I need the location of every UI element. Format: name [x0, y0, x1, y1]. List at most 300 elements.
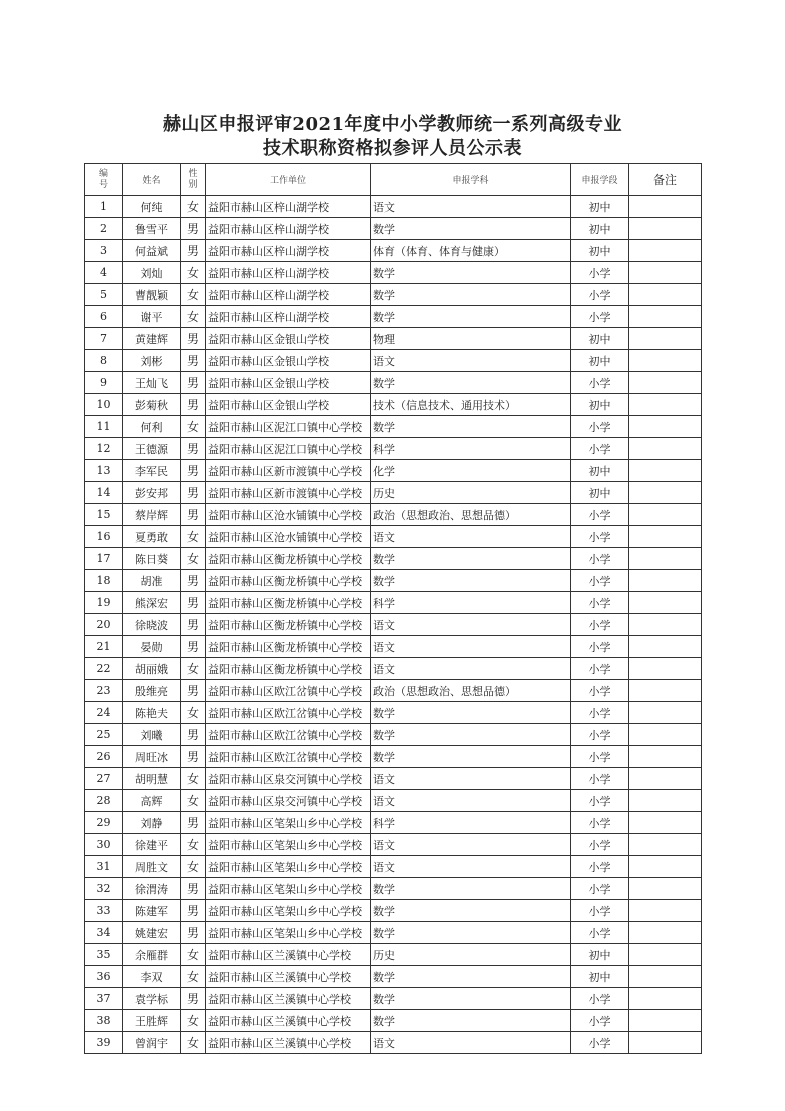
cell-gender: 女	[181, 1032, 206, 1054]
table-row	[85, 1032, 702, 1054]
cell-note	[629, 526, 702, 548]
cell-gender: 男	[181, 218, 206, 240]
cell-stage: 小学	[571, 416, 629, 438]
cell-number: 16	[85, 526, 123, 548]
cell-stage: 初中	[571, 944, 629, 966]
cell-number: 18	[85, 570, 123, 592]
table-row	[85, 460, 702, 482]
cell-gender: 男	[181, 504, 206, 526]
table-row	[85, 834, 702, 856]
cell-subject: 数学	[371, 416, 571, 438]
cell-note	[629, 504, 702, 526]
cell-stage: 小学	[571, 548, 629, 570]
table-row	[85, 262, 702, 284]
cell-name: 曹靓颖	[123, 284, 181, 306]
cell-stage: 小学	[571, 658, 629, 680]
cell-gender: 男	[181, 812, 206, 834]
cell-number: 24	[85, 702, 123, 724]
cell-stage: 初中	[571, 966, 629, 988]
cell-stage: 初中	[571, 482, 629, 504]
cell-number: 11	[85, 416, 123, 438]
cell-note	[629, 702, 702, 724]
cell-number: 22	[85, 658, 123, 680]
cell-name: 黄建辉	[123, 328, 181, 350]
cell-name: 徐建平	[123, 834, 181, 856]
cell-note	[629, 856, 702, 878]
cell-subject: 数学	[371, 306, 571, 328]
cell-note	[629, 482, 702, 504]
cell-number: 15	[85, 504, 123, 526]
cell-stage: 小学	[571, 438, 629, 460]
table-row	[85, 988, 702, 1010]
cell-number: 37	[85, 988, 123, 1010]
cell-subject: 政治（思想政治、思想品德）	[371, 504, 571, 526]
table-row	[85, 658, 702, 680]
cell-note	[629, 196, 702, 218]
cell-subject: 化学	[371, 460, 571, 482]
cell-gender: 女	[181, 768, 206, 790]
cell-subject: 语文	[371, 196, 571, 218]
cell-name: 陈日葵	[123, 548, 181, 570]
cell-number: 12	[85, 438, 123, 460]
cell-subject: 语文	[371, 790, 571, 812]
cell-gender: 男	[181, 614, 206, 636]
cell-stage: 初中	[571, 394, 629, 416]
cell-gender: 男	[181, 724, 206, 746]
cell-stage: 小学	[571, 878, 629, 900]
cell-unit: 益阳市赫山区沧水铺镇中心学校	[206, 504, 371, 526]
cell-number: 28	[85, 790, 123, 812]
table-row	[85, 614, 702, 636]
cell-note	[629, 636, 702, 658]
cell-note	[629, 1010, 702, 1032]
cell-stage: 小学	[571, 900, 629, 922]
cell-gender: 女	[181, 658, 206, 680]
cell-subject: 语文	[371, 768, 571, 790]
cell-unit: 益阳市赫山区泥江口镇中心学校	[206, 416, 371, 438]
cell-unit: 益阳市赫山区笔架山乡中心学校	[206, 812, 371, 834]
cell-gender: 女	[181, 284, 206, 306]
cell-name: 刘彬	[123, 350, 181, 372]
header-note: 备注	[629, 164, 702, 196]
cell-subject: 数学	[371, 570, 571, 592]
cell-unit: 益阳市赫山区欧江岔镇中心学校	[206, 680, 371, 702]
cell-gender: 女	[181, 790, 206, 812]
cell-note	[629, 1032, 702, 1054]
cell-gender: 女	[181, 856, 206, 878]
cell-number: 10	[85, 394, 123, 416]
cell-name: 胡明慧	[123, 768, 181, 790]
cell-stage: 小学	[571, 614, 629, 636]
cell-number: 3	[85, 240, 123, 262]
cell-unit: 益阳市赫山区笔架山乡中心学校	[206, 900, 371, 922]
cell-note	[629, 548, 702, 570]
table-row	[85, 768, 702, 790]
cell-name: 彭菊秋	[123, 394, 181, 416]
table-row	[85, 240, 702, 262]
cell-stage: 初中	[571, 328, 629, 350]
cell-subject: 数学	[371, 372, 571, 394]
cell-gender: 男	[181, 900, 206, 922]
cell-gender: 女	[181, 834, 206, 856]
cell-note	[629, 328, 702, 350]
cell-number: 31	[85, 856, 123, 878]
cell-subject: 技术（信息技术、通用技术）	[371, 394, 571, 416]
cell-name: 周旺冰	[123, 746, 181, 768]
header-stage: 申报学段	[571, 164, 629, 196]
cell-unit: 益阳市赫山区梓山湖学校	[206, 306, 371, 328]
cell-name: 徐渭涛	[123, 878, 181, 900]
cell-unit: 益阳市赫山区金银山学校	[206, 394, 371, 416]
cell-unit: 益阳市赫山区梓山湖学校	[206, 262, 371, 284]
table-row	[85, 592, 702, 614]
cell-subject: 数学	[371, 746, 571, 768]
cell-number: 20	[85, 614, 123, 636]
cell-stage: 初中	[571, 218, 629, 240]
cell-stage: 小学	[571, 592, 629, 614]
cell-gender: 男	[181, 746, 206, 768]
cell-number: 23	[85, 680, 123, 702]
cell-subject: 语文	[371, 526, 571, 548]
cell-note	[629, 944, 702, 966]
cell-stage: 小学	[571, 306, 629, 328]
cell-number: 29	[85, 812, 123, 834]
cell-number: 9	[85, 372, 123, 394]
cell-note	[629, 768, 702, 790]
cell-gender: 男	[181, 438, 206, 460]
cell-number: 8	[85, 350, 123, 372]
cell-unit: 益阳市赫山区兰溪镇中心学校	[206, 966, 371, 988]
cell-unit: 益阳市赫山区欧江岔镇中心学校	[206, 702, 371, 724]
cell-name: 刘灿	[123, 262, 181, 284]
cell-note	[629, 724, 702, 746]
cell-name: 刘曦	[123, 724, 181, 746]
cell-stage: 小学	[571, 834, 629, 856]
cell-unit: 益阳市赫山区笔架山乡中心学校	[206, 922, 371, 944]
table-row	[85, 1010, 702, 1032]
cell-note	[629, 570, 702, 592]
cell-unit: 益阳市赫山区笔架山乡中心学校	[206, 878, 371, 900]
cell-unit: 益阳市赫山区欧江岔镇中心学校	[206, 724, 371, 746]
table-row	[85, 636, 702, 658]
cell-gender: 女	[181, 1010, 206, 1032]
table-row	[85, 570, 702, 592]
cell-note	[629, 966, 702, 988]
cell-stage: 小学	[571, 988, 629, 1010]
cell-unit: 益阳市赫山区金银山学校	[206, 372, 371, 394]
cell-unit: 益阳市赫山区兰溪镇中心学校	[206, 988, 371, 1010]
cell-unit: 益阳市赫山区泉交河镇中心学校	[206, 768, 371, 790]
cell-name: 夏勇敢	[123, 526, 181, 548]
cell-unit: 益阳市赫山区梓山湖学校	[206, 218, 371, 240]
cell-subject: 数学	[371, 724, 571, 746]
cell-subject: 科学	[371, 438, 571, 460]
cell-name: 蔡岸辉	[123, 504, 181, 526]
cell-subject: 数学	[371, 1010, 571, 1032]
cell-stage: 小学	[571, 680, 629, 702]
cell-number: 32	[85, 878, 123, 900]
table-row	[85, 680, 702, 702]
cell-stage: 小学	[571, 1032, 629, 1054]
cell-gender: 男	[181, 988, 206, 1010]
cell-subject: 政治（思想政治、思想品德）	[371, 680, 571, 702]
cell-unit: 益阳市赫山区衡龙桥镇中心学校	[206, 548, 371, 570]
cell-stage: 小学	[571, 812, 629, 834]
table-row	[85, 438, 702, 460]
header-number-line2: 号	[98, 179, 108, 190]
cell-unit: 益阳市赫山区衡龙桥镇中心学校	[206, 592, 371, 614]
cell-subject: 语文	[371, 856, 571, 878]
cell-subject: 体育（体育、体育与健康）	[371, 240, 571, 262]
cell-note	[629, 790, 702, 812]
document-title-line-1: 赫山区申报评审2021年度中小学教师统一系列高级专业	[162, 114, 623, 135]
cell-gender: 女	[181, 416, 206, 438]
cell-stage: 小学	[571, 746, 629, 768]
cell-unit: 益阳市赫山区新市渡镇中心学校	[206, 460, 371, 482]
cell-gender: 男	[181, 328, 206, 350]
cell-subject: 物理	[371, 328, 571, 350]
cell-note	[629, 438, 702, 460]
cell-name: 熊深宏	[123, 592, 181, 614]
table-row	[85, 724, 702, 746]
cell-subject: 历史	[371, 944, 571, 966]
cell-subject: 语文	[371, 834, 571, 856]
cell-number: 19	[85, 592, 123, 614]
table-row	[85, 812, 702, 834]
table-row	[85, 196, 702, 218]
cell-note	[629, 460, 702, 482]
cell-number: 5	[85, 284, 123, 306]
cell-stage: 初中	[571, 240, 629, 262]
cell-name: 鲁雪平	[123, 218, 181, 240]
cell-name: 刘静	[123, 812, 181, 834]
cell-stage: 初中	[571, 350, 629, 372]
cell-subject: 数学	[371, 988, 571, 1010]
cell-stage: 小学	[571, 702, 629, 724]
cell-stage: 初中	[571, 460, 629, 482]
header-gender-line2: 别	[188, 179, 198, 190]
header-name: 姓名	[123, 164, 181, 196]
cell-subject: 数学	[371, 702, 571, 724]
cell-note	[629, 262, 702, 284]
cell-subject: 数学	[371, 878, 571, 900]
table-row	[85, 944, 702, 966]
cell-gender: 男	[181, 922, 206, 944]
table-row	[85, 790, 702, 812]
cell-gender: 男	[181, 460, 206, 482]
cell-stage: 小学	[571, 372, 629, 394]
cell-stage: 小学	[571, 570, 629, 592]
cell-stage: 小学	[571, 262, 629, 284]
cell-number: 4	[85, 262, 123, 284]
cell-gender: 男	[181, 680, 206, 702]
cell-gender: 女	[181, 944, 206, 966]
table-row	[85, 878, 702, 900]
cell-note	[629, 900, 702, 922]
cell-gender: 女	[181, 548, 206, 570]
table-row	[85, 372, 702, 394]
cell-note	[629, 306, 702, 328]
cell-stage: 小学	[571, 768, 629, 790]
table-header-row	[85, 164, 702, 196]
cell-number: 7	[85, 328, 123, 350]
cell-note	[629, 922, 702, 944]
cell-note	[629, 878, 702, 900]
cell-unit: 益阳市赫山区梓山湖学校	[206, 240, 371, 262]
cell-number: 33	[85, 900, 123, 922]
cell-unit: 益阳市赫山区衡龙桥镇中心学校	[206, 614, 371, 636]
cell-unit: 益阳市赫山区梓山湖学校	[206, 196, 371, 218]
cell-name: 袁学标	[123, 988, 181, 1010]
cell-name: 晏勋	[123, 636, 181, 658]
cell-name: 徐晓波	[123, 614, 181, 636]
cell-note	[629, 350, 702, 372]
cell-gender: 女	[181, 262, 206, 284]
cell-subject: 语文	[371, 658, 571, 680]
cell-number: 36	[85, 966, 123, 988]
cell-stage: 小学	[571, 922, 629, 944]
cell-subject: 数学	[371, 218, 571, 240]
cell-stage: 小学	[571, 1010, 629, 1032]
cell-unit: 益阳市赫山区笔架山乡中心学校	[206, 834, 371, 856]
cell-unit: 益阳市赫山区沧水铺镇中心学校	[206, 526, 371, 548]
cell-name: 陈艳夫	[123, 702, 181, 724]
table-row	[85, 504, 702, 526]
cell-note	[629, 680, 702, 702]
cell-stage: 小学	[571, 526, 629, 548]
table-row	[85, 482, 702, 504]
table-row	[85, 746, 702, 768]
table-row	[85, 922, 702, 944]
cell-unit: 益阳市赫山区衡龙桥镇中心学校	[206, 570, 371, 592]
cell-number: 13	[85, 460, 123, 482]
cell-subject: 数学	[371, 922, 571, 944]
cell-note	[629, 834, 702, 856]
cell-unit: 益阳市赫山区新市渡镇中心学校	[206, 482, 371, 504]
cell-name: 高辉	[123, 790, 181, 812]
cell-note	[629, 372, 702, 394]
cell-note	[629, 614, 702, 636]
cell-gender: 女	[181, 306, 206, 328]
cell-gender: 男	[181, 636, 206, 658]
cell-subject: 历史	[371, 482, 571, 504]
cell-number: 39	[85, 1032, 123, 1054]
cell-name: 余雁群	[123, 944, 181, 966]
cell-subject: 数学	[371, 966, 571, 988]
cell-number: 27	[85, 768, 123, 790]
cell-name: 何纯	[123, 196, 181, 218]
cell-subject: 语文	[371, 350, 571, 372]
cell-name: 陈建军	[123, 900, 181, 922]
cell-name: 胡准	[123, 570, 181, 592]
cell-gender: 女	[181, 966, 206, 988]
cell-name: 王灿飞	[123, 372, 181, 394]
cell-subject: 科学	[371, 812, 571, 834]
table-row	[85, 416, 702, 438]
header-number	[85, 164, 123, 196]
table-row	[85, 900, 702, 922]
cell-gender: 女	[181, 702, 206, 724]
cell-stage: 小学	[571, 504, 629, 526]
cell-unit: 益阳市赫山区衡龙桥镇中心学校	[206, 658, 371, 680]
cell-gender: 男	[181, 240, 206, 262]
table-row	[85, 702, 702, 724]
table-row	[85, 350, 702, 372]
cell-note	[629, 592, 702, 614]
cell-subject: 数学	[371, 548, 571, 570]
header-number-line1: 编	[98, 168, 108, 179]
cell-unit: 益阳市赫山区兰溪镇中心学校	[206, 944, 371, 966]
cell-stage: 小学	[571, 856, 629, 878]
cell-note	[629, 240, 702, 262]
cell-name: 何利	[123, 416, 181, 438]
table-row	[85, 218, 702, 240]
cell-note	[629, 218, 702, 240]
candidate-table	[84, 163, 702, 1054]
header-unit: 工作单位	[206, 164, 371, 196]
cell-number: 14	[85, 482, 123, 504]
cell-unit: 益阳市赫山区衡龙桥镇中心学校	[206, 636, 371, 658]
cell-gender: 男	[181, 878, 206, 900]
cell-name: 李双	[123, 966, 181, 988]
cell-unit: 益阳市赫山区欧江岔镇中心学校	[206, 746, 371, 768]
cell-gender: 男	[181, 394, 206, 416]
table-row	[85, 548, 702, 570]
cell-number: 34	[85, 922, 123, 944]
cell-unit: 益阳市赫山区泉交河镇中心学校	[206, 790, 371, 812]
cell-unit: 益阳市赫山区兰溪镇中心学校	[206, 1032, 371, 1054]
cell-stage: 小学	[571, 636, 629, 658]
cell-note	[629, 284, 702, 306]
cell-name: 胡丽娥	[123, 658, 181, 680]
table-row	[85, 328, 702, 350]
cell-unit: 益阳市赫山区泥江口镇中心学校	[206, 438, 371, 460]
cell-gender: 男	[181, 372, 206, 394]
cell-subject: 数学	[371, 262, 571, 284]
cell-name: 王德源	[123, 438, 181, 460]
cell-gender: 女	[181, 196, 206, 218]
cell-note	[629, 988, 702, 1010]
cell-name: 彭安邦	[123, 482, 181, 504]
cell-name: 周胜文	[123, 856, 181, 878]
table-row	[85, 284, 702, 306]
cell-number: 1	[85, 196, 123, 218]
cell-name: 姚建宏	[123, 922, 181, 944]
cell-subject: 语文	[371, 614, 571, 636]
cell-stage: 小学	[571, 790, 629, 812]
cell-gender: 女	[181, 526, 206, 548]
cell-subject: 数学	[371, 284, 571, 306]
cell-subject: 语文	[371, 1032, 571, 1054]
table-row	[85, 966, 702, 988]
cell-gender: 男	[181, 482, 206, 504]
cell-subject: 科学	[371, 592, 571, 614]
cell-note	[629, 812, 702, 834]
cell-name: 谢平	[123, 306, 181, 328]
cell-gender: 男	[181, 592, 206, 614]
table-row	[85, 856, 702, 878]
cell-number: 38	[85, 1010, 123, 1032]
document-title-line-2: 技术职称资格拟参评人员公示表	[263, 138, 522, 159]
cell-subject: 数学	[371, 900, 571, 922]
cell-gender: 男	[181, 350, 206, 372]
cell-stage: 初中	[571, 196, 629, 218]
header-subject: 申报学科	[371, 164, 571, 196]
cell-note	[629, 746, 702, 768]
cell-name: 王胜辉	[123, 1010, 181, 1032]
header-gender	[181, 164, 206, 196]
cell-name: 李军民	[123, 460, 181, 482]
